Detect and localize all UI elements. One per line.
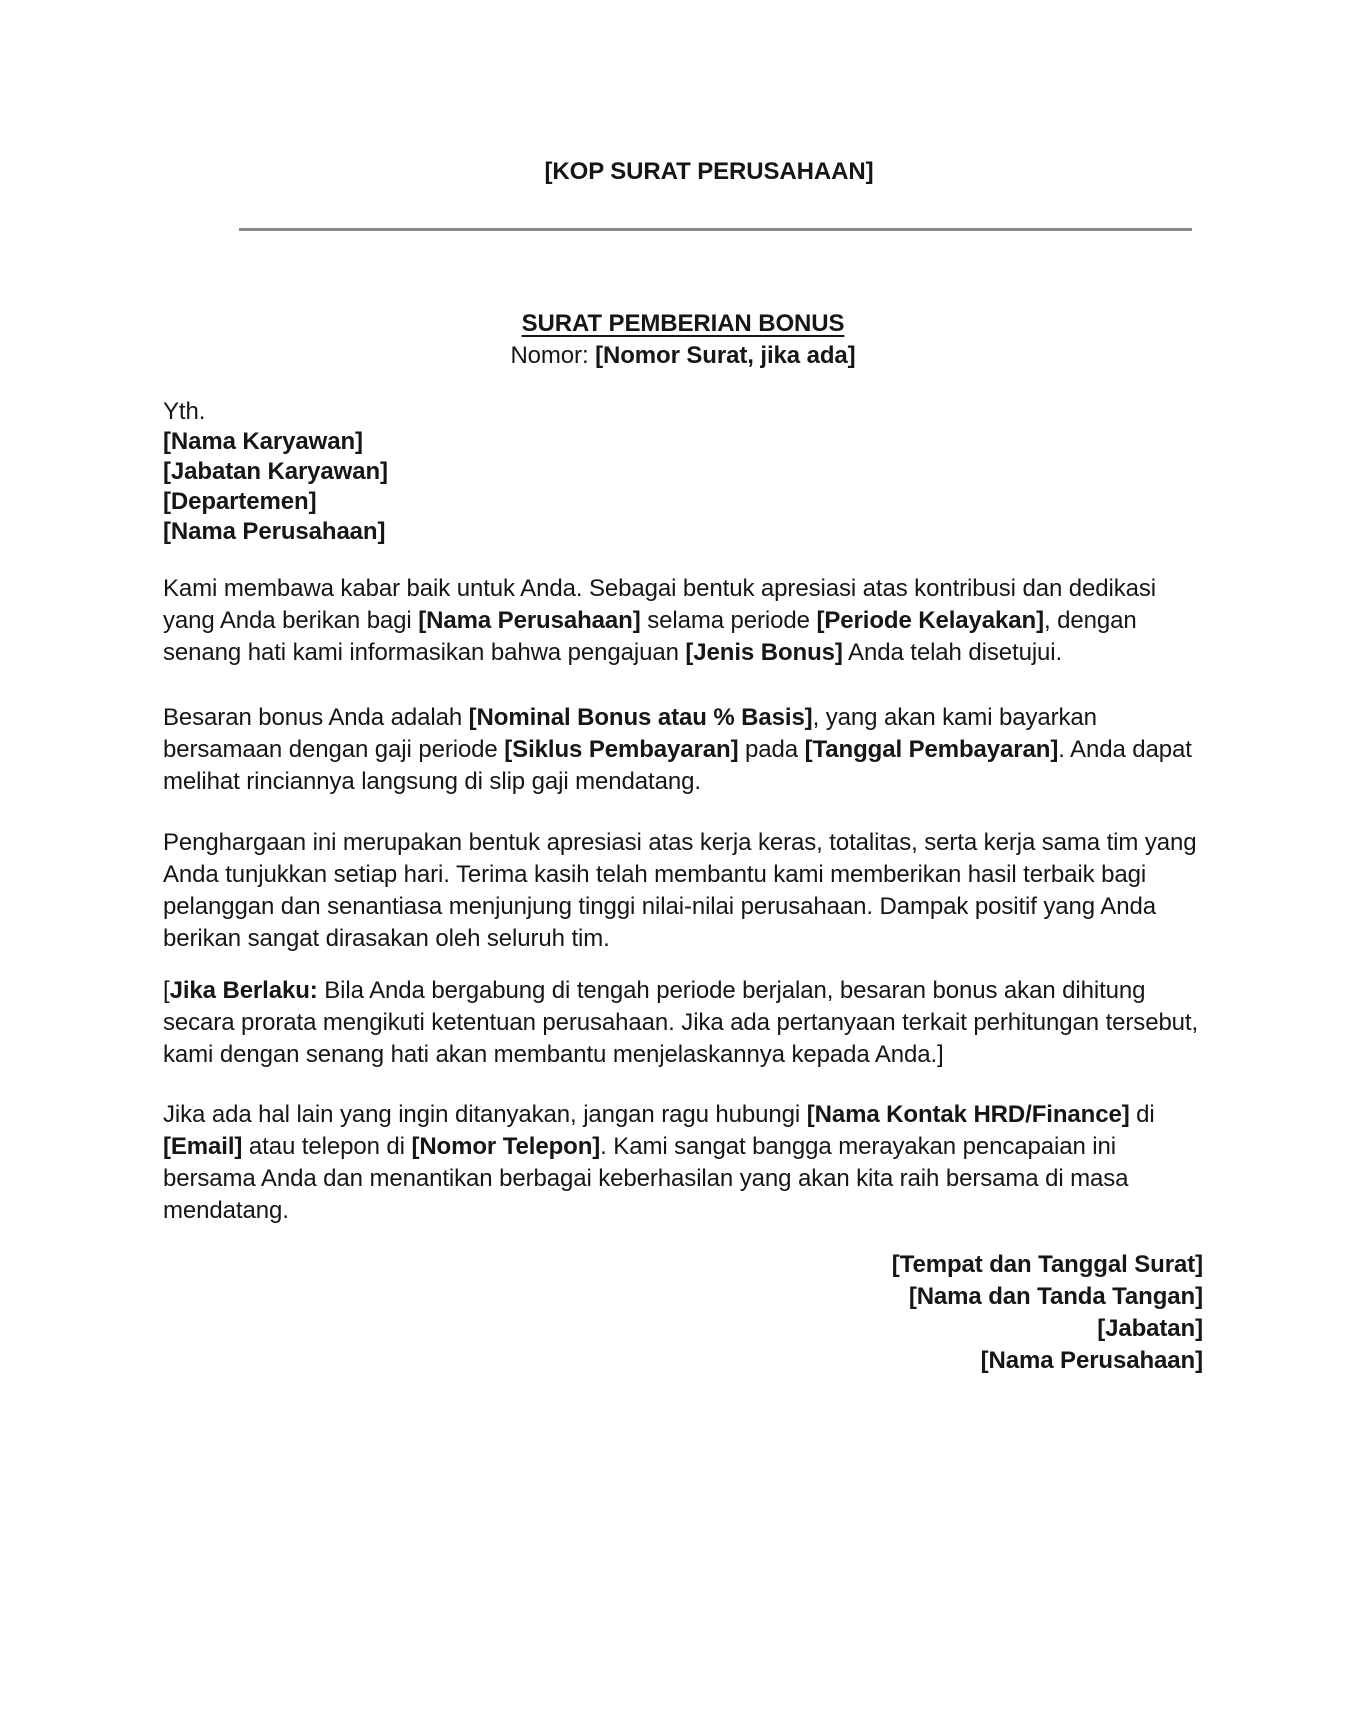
recipient-jobtitle-placeholder: [Jabatan Karyawan] [163,458,388,485]
letter-number-line [163,340,1203,372]
letter-number-placeholder: [Nomor Surat, jika ada] [595,342,856,369]
recipient-company-placeholder: [Nama Perusahaan] [163,518,386,545]
title-block [163,308,1203,372]
paragraph-bonus-amount: Besaran bonus Anda adalah [Nominal Bonus atau % Basis], yang akan kami bayarkan bersamaan dengan gaji periode [Siklus Pembayaran] pada [Tanggal Pembayaran]. Anda dapat melihat rinciannya langsung di slip gaji mendatang. [163,704,1192,795]
recipient-block [163,397,1203,547]
recipient-salutation: Yth. [163,398,206,425]
recipient-name-placeholder: [Nama Karyawan] [163,428,363,455]
letter-content [163,0,1203,1377]
paragraph-appreciation: Penghargaan ini merupakan bentuk apresiasi atas kerja keras, totalitas, serta kerja sama tim yang Anda tunjukkan setiap hari. Terima kasih telah membantu kami memberikan hasil terbaik bagi pelanggan dan senantiasa menjunjung tinggi nilai-nilai perusahaan. Dampak positif yang Anda berikan sangat dirasakan oleh seluruh tim. [163,829,1197,952]
letter-number-label: Nomor: [510,342,589,369]
letter-title: SURAT PEMBERIAN BONUS [521,310,845,337]
paragraph-prorate-clause: [Jika Berlaku: Bila Anda bergabung di tengah periode berjalan, besaran bonus akan dihitung secara prorata mengikuti ketentuan perusahaan. Jika ada pertanyaan terkait perhitungan tersebut, kami dengan senang hati akan membantu menjelaskannya kepada Anda.] [163,977,1199,1068]
paragraph-contact-closing: Jika ada hal lain yang ingin ditanyakan, jangan ragu hubungi [Nama Kontak HRD/Finance] di [Email] atau telepon di [Nomor Telepon]. Kami sangat bangga merayakan pencapaian ini bersama Anda dan menantikan berbagai keberhasilan yang akan kita raih bersama di masa mendatang. [163,1101,1155,1224]
signature-place-date-placeholder: [Tempat dan Tanggal Surat] [891,1251,1203,1278]
recipient-department-placeholder: [Departemen] [163,488,317,515]
signature-company-placeholder: [Nama Perusahaan] [980,1347,1203,1374]
letterhead-divider [239,228,1192,231]
signature-block [163,1249,1203,1377]
letterhead-placeholder: [KOP SURAT PERUSAHAAN] [544,158,874,185]
signature-name-placeholder: [Nama dan Tanda Tangan] [908,1283,1203,1310]
paragraph-good-news: Kami membawa kabar baik untuk Anda. Sebagai bentuk apresiasi atas kontribusi dan dedikasi yang Anda berikan bagi [Nama Perusahaan] selama periode [Periode Kelayakan], dengan senang hati kami informasikan bahwa pengajuan [Jenis Bonus] Anda telah disetujui. [163,575,1157,666]
signature-jobtitle-placeholder: [Jabatan] [1097,1315,1203,1342]
